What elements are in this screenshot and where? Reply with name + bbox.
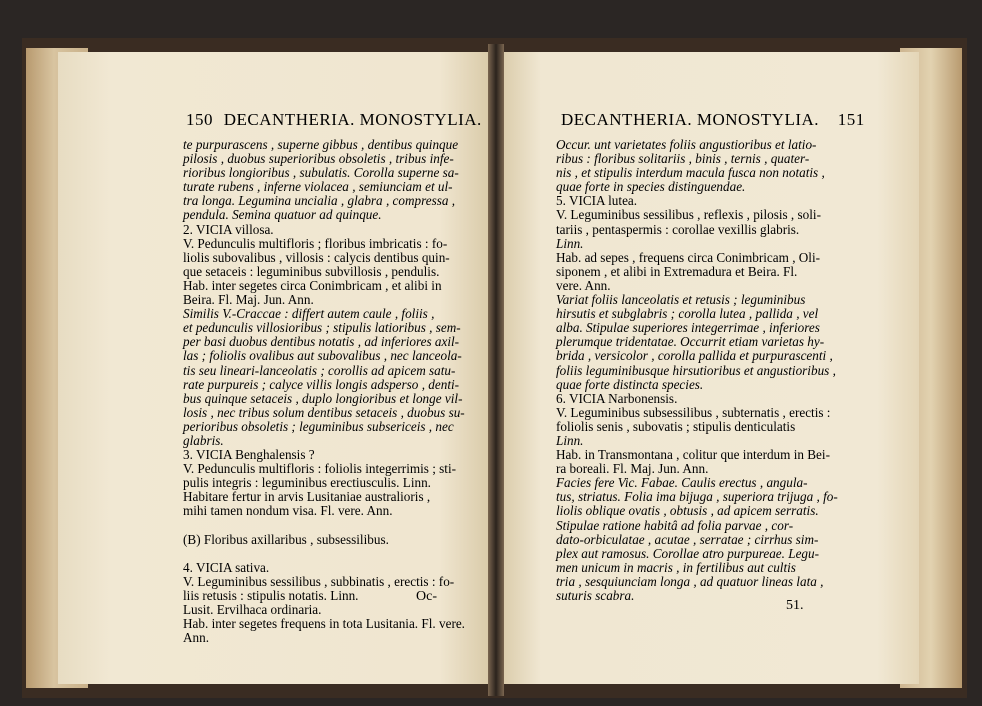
- text-line: perioribus obsoletis ; leguminibus subsericeis , nec: [183, 418, 454, 434]
- text-line: ra boreali. Fl. Maj. Jun. Ann.: [556, 461, 709, 477]
- text-line: V. Pedunculis multifloris ; floribus imbricatis : fo-: [183, 235, 448, 251]
- text-line: quae forte distincta species.: [556, 376, 704, 392]
- text-line: pilosis , duobus superioribus obsoletis , tribus infe-: [183, 151, 454, 167]
- text-line: tra longa. Legumina uncialia , glabra , compressa ,: [183, 193, 456, 209]
- right-header: [561, 110, 865, 130]
- running-head: DECANTHERIA. MONOSTYLIA.: [561, 110, 820, 129]
- text-line: que setaceis : leguminibus subvillosis , pendulis.: [183, 263, 440, 279]
- text-line: Stipulae ratione habitâ ad folia parvae , cor-: [556, 517, 794, 533]
- text-line: tariis , pentaspermis : corollae vexillis glabris.: [556, 221, 800, 237]
- text-line: V. Leguminibus subsessilibus , subternatis , erectis :: [556, 404, 831, 420]
- text-line: tria , sesquiunciam longa , ad quatuor lineas lata ,: [556, 573, 824, 589]
- text-line: 4. VICIA sativa.: [183, 559, 270, 575]
- text-line: Beira. Fl. Maj. Jun. Ann.: [183, 292, 314, 308]
- text-line: 6. VICIA Narbonensis.: [556, 390, 678, 406]
- text-line: et pedunculis villosioribus ; stipulis latioribus , sem-: [183, 320, 461, 336]
- text-line: Hab. in Transmontana , colitur que interdum in Bei-: [556, 447, 830, 463]
- text-line: te purpurascens , superne gibbus , dentibus quinque: [183, 137, 459, 152]
- text-line: plerumque tridentatae. Occurrit etiam varietas hy-: [556, 334, 825, 350]
- text-line: ribus : floribus solitariis , binis , ternis , quater-: [556, 151, 810, 167]
- text-line: liolis oblique ovatis , obtusis , ad apicem serratis.: [556, 503, 819, 519]
- text-line: vere. Ann.: [556, 277, 611, 293]
- left-page-body: [183, 138, 465, 645]
- text-line: turate rubens , inferne violacea , semiunciam et ul-: [183, 179, 453, 195]
- text-line: suturis scabra.: [556, 588, 635, 603]
- text-line: V. Pedunculis multifloris : foliolis integerrimis ; sti-: [183, 461, 457, 477]
- text-line: Lusit. Ervilhaca ordinaria.: [183, 602, 322, 618]
- text-line: brida , versicolor , corolla pallida et purpurascenti ,: [556, 348, 833, 364]
- text-line: per basi duobus dentibus notatis , ad inferiores axil-: [183, 334, 460, 350]
- text-line: tus, striatus. Folia ima bijuga , superiora trijuga , fo-: [556, 489, 838, 505]
- text-line: nis , et stipulis interdum macula fusca non notatis ,: [556, 165, 825, 181]
- text-line: Similis V.-Craccae : differt autem caule , foliis ,: [183, 306, 435, 322]
- page-number: 151: [837, 110, 865, 129]
- text-line: alba. Stipulae superiores integerrimae , inferiores: [556, 320, 820, 336]
- text-line: rate purpureis ; calyce villis longis adsperso , denti-: [183, 376, 460, 392]
- text-line: Occur. unt varietates foliis angustioribus et latio-: [556, 137, 817, 152]
- text-line: Hab. ad sepes , frequens circa Conimbricam , Oli-: [556, 249, 821, 265]
- text-line: las ; foliolis ovalibus aut subovalibus , nec lanceola-: [183, 348, 462, 364]
- text-line: Linn.: [556, 235, 584, 251]
- gutter: [488, 44, 504, 696]
- catchword: Oc-: [416, 589, 437, 604]
- text-line: [183, 519, 465, 533]
- text-line: V. Leguminibus sessilibus , subbinatis , erectis : fo-: [183, 573, 455, 589]
- text-line: Variat foliis lanceolatis et retusis ; leguminibus: [556, 292, 806, 308]
- text-line: losis , nec tribus solum dentibus setaceis , duobus su-: [183, 404, 465, 420]
- text-line: Facies fere Vic. Fabae. Caulis erectus , angula-: [556, 475, 808, 491]
- text-line: Habitare fertur in arvis Lusitaniae australioris ,: [183, 489, 431, 505]
- text-line: rioribus longioribus , subulatis. Corolla superne sa-: [183, 165, 459, 181]
- text-line: tis seu lineari-lanceolatis ; corollis ad apicem satu-: [183, 362, 456, 378]
- text-line: hirsutis et subglabris ; corolla lutea , pallida , vel: [556, 306, 819, 322]
- text-line: Hab. inter segetes circa Conimbricam , et alibi in: [183, 277, 442, 293]
- text-line: 5. VICIA lutea.: [556, 193, 638, 209]
- text-line: foliolis senis , subovatis ; stipulis denticulatis: [556, 418, 796, 434]
- text-line: (B) Floribus axillaribus , subsessilibus.: [183, 531, 389, 547]
- running-head: DECANTHERIA. MONOSTYLIA.: [223, 110, 482, 129]
- text-line: Linn.: [556, 432, 584, 448]
- text-line: siponem , et alibi in Extremadura et Beira. Fl.: [556, 263, 798, 279]
- text-line: liolis subovalibus , villosis : calycis dentibus quin-: [183, 249, 450, 265]
- text-line: Ann.: [183, 630, 210, 646]
- text-line: 3. VICIA Benghalensis ?: [183, 447, 315, 463]
- text-line: pulis integris : leguminibus erectiusculis. Linn.: [183, 475, 431, 491]
- left-header: [186, 110, 482, 130]
- text-line: [183, 547, 465, 561]
- text-line: foliis leguminibusque hirsutioribus et angustioribus ,: [556, 362, 836, 378]
- text-line: V. Leguminibus sessilibus , reflexis , pilosis , soli-: [556, 207, 821, 223]
- page-number: 150: [186, 110, 213, 129]
- text-line: plex aut ramosus. Corollae atro purpureae. Legu-: [556, 545, 820, 561]
- text-line: mihi tamen nondum visa. Fl. vere. Ann.: [183, 503, 393, 519]
- text-line: glabris.: [183, 432, 224, 448]
- text-line: 2. VICIA villosa.: [183, 221, 274, 237]
- text-line: Hab. inter segetes frequens in tota Lusitania. Fl. vere.: [183, 616, 465, 632]
- signature-mark: 51.: [786, 598, 804, 613]
- text-line: dato-orbiculatae , acutae , serratae ; cirrhus sim-: [556, 531, 819, 547]
- text-line: men unicum in macris , in fertilibus aut cultis: [556, 559, 796, 575]
- right-page-body: [556, 138, 838, 603]
- text-line: quae forte in species distinguendae.: [556, 179, 746, 195]
- text-line: bus quinque setaceis , duplo longioribus et longe vil-: [183, 390, 463, 406]
- text-line: liis retusis : stipulis notatis. Linn.: [183, 588, 359, 603]
- text-line: pendula. Semina quatuor ad quinque.: [183, 207, 382, 223]
